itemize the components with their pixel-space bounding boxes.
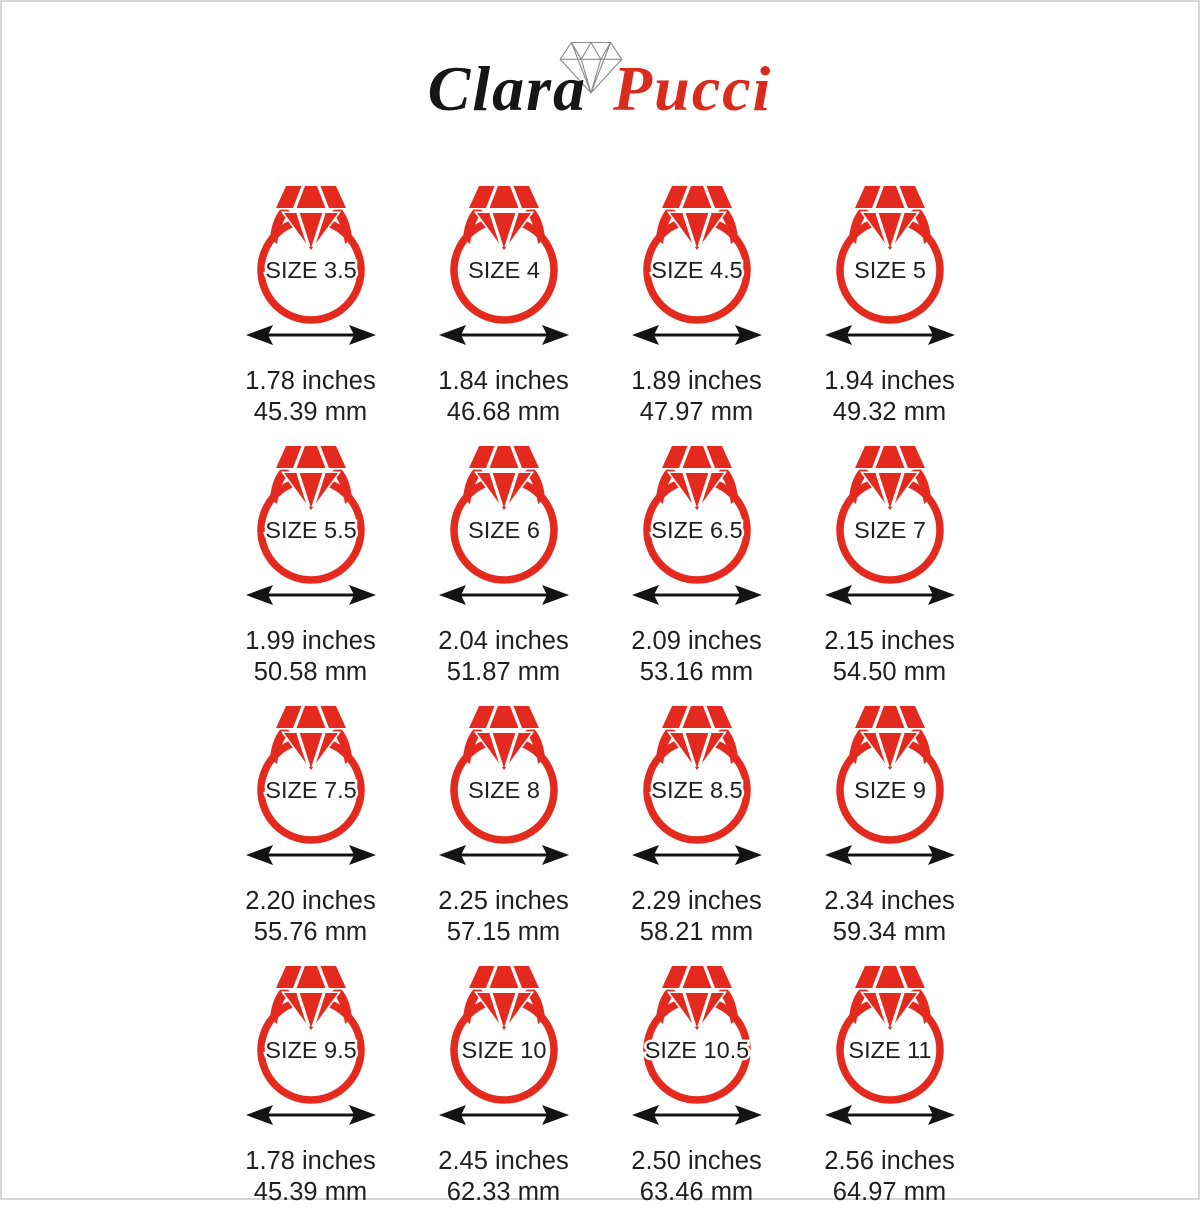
diamond-ring-icon [622,962,772,1106]
diamond-ring-icon [622,442,772,586]
ring-size-cell-10 [407,962,600,1222]
ring-size-label: SIZE 7.5 [264,777,357,803]
diamond-ring-icon [236,182,386,326]
mm-value: 46.68 mm [446,398,561,426]
diamond-ring-icon [815,182,965,326]
measurements [631,1146,761,1208]
measurements [631,366,761,428]
measurements [824,1146,954,1208]
ring-size-cell-5-5 [214,442,407,702]
double-headed-arrow-icon [438,1101,570,1129]
ring-size-grid [214,182,986,1222]
mm-value: 58.21 mm [639,918,754,946]
double-headed-arrow-icon [824,841,956,869]
inches-value: 1.78 inches [245,1147,376,1175]
mm-value: 57.15 mm [446,918,561,946]
ring-size-label: SIZE 10.5 [644,1037,749,1063]
ring-size-cell-8 [407,702,600,962]
ring-size-label: SIZE 7 [853,517,926,543]
double-headed-arrow-icon [438,581,570,609]
measurements [824,366,954,428]
ring-size-label: SIZE 8 [467,777,540,803]
inches-value: 2.34 inches [824,887,955,915]
inches-value: 2.45 inches [438,1147,569,1175]
measurements [631,626,761,688]
diamond-ring-icon [429,702,579,846]
ring-size-cell-11 [793,962,986,1222]
diamond-ring-icon [236,962,386,1106]
double-headed-arrow-icon [438,321,570,349]
ring-size-label: SIZE 6 [467,517,540,543]
mm-value: 63.46 mm [639,1178,754,1206]
inches-value: 2.15 inches [824,627,955,655]
double-headed-arrow-icon [245,841,377,869]
mm-value: 49.32 mm [832,398,947,426]
ring-size-label: SIZE 11 [847,1037,932,1063]
brand-name-pucci: Pucci [613,53,773,124]
measurements [438,1146,568,1208]
double-headed-arrow-icon [824,1101,956,1129]
ring-size-cell-6-5 [600,442,793,702]
mm-value: 55.76 mm [253,918,368,946]
diamond-ring-icon [815,702,965,846]
double-headed-arrow-icon [631,841,763,869]
diamond-ring-icon [622,702,772,846]
double-headed-arrow-icon [245,581,377,609]
inches-value: 1.89 inches [631,367,762,395]
ring-size-cell-4-5 [600,182,793,442]
diamond-ring-icon [815,442,965,586]
diamond-ring-icon [429,182,579,326]
inches-value: 2.09 inches [631,627,762,655]
measurements [245,626,375,688]
diamond-ring-icon [429,962,579,1106]
inches-value: 2.50 inches [631,1147,762,1175]
measurements [824,626,954,688]
ring-size-label: SIZE 6.5 [650,517,743,543]
inches-value: 2.25 inches [438,887,569,915]
measurements [245,1146,375,1208]
ring-size-label: SIZE 5 [853,257,926,283]
double-headed-arrow-icon [631,321,763,349]
double-headed-arrow-icon [824,321,956,349]
ring-size-cell-7 [793,442,986,702]
double-headed-arrow-icon [438,841,570,869]
inches-value: 2.04 inches [438,627,569,655]
ring-size-cell-6 [407,442,600,702]
double-headed-arrow-icon [245,1101,377,1129]
ring-size-label: SIZE 3.5 [264,257,357,283]
inches-value: 1.78 inches [245,367,376,395]
ring-size-label: SIZE 9 [853,777,926,803]
diamond-ring-icon [622,182,772,326]
diamond-ring-icon [236,442,386,586]
ring-size-cell-9 [793,702,986,962]
ring-size-label: SIZE 8.5 [650,777,743,803]
brand-logo [0,0,1200,182]
measurements [438,626,568,688]
ring-size-cell-7-5 [214,702,407,962]
double-headed-arrow-icon [631,1101,763,1129]
mm-value: 45.39 mm [253,398,368,426]
ring-size-cell-5 [793,182,986,442]
mm-value: 53.16 mm [639,658,754,686]
mm-value: 54.50 mm [832,658,947,686]
ring-size-cell-10-5 [600,962,793,1222]
brand-name-clara: Clara [427,53,588,124]
diamond-ring-icon [429,442,579,586]
brand-wordmark [0,44,1200,134]
diamond-ring-icon [236,702,386,846]
ring-size-label: SIZE 4 [467,257,540,283]
diamond-ring-icon [815,962,965,1106]
mm-value: 51.87 mm [446,658,561,686]
mm-value: 64.97 mm [832,1178,947,1206]
ring-size-cell-9-5 [214,962,407,1222]
measurements [438,366,568,428]
double-headed-arrow-icon [245,321,377,349]
mm-value: 47.97 mm [639,398,754,426]
inches-value: 2.29 inches [631,887,762,915]
mm-value: 62.33 mm [446,1178,561,1206]
measurements [631,886,761,948]
measurements [245,366,375,428]
measurements [824,886,954,948]
ring-size-label: SIZE 5.5 [264,517,357,543]
inches-value: 2.20 inches [245,887,376,915]
ring-size-cell-3-5 [214,182,407,442]
measurements [245,886,375,948]
inches-value: 1.94 inches [824,367,955,395]
double-headed-arrow-icon [824,581,956,609]
inches-value: 1.99 inches [245,627,376,655]
mm-value: 50.58 mm [253,658,368,686]
double-headed-arrow-icon [631,581,763,609]
ring-size-label: SIZE 4.5 [650,257,743,283]
inches-value: 1.84 inches [438,367,569,395]
ring-size-label: SIZE 10 [461,1037,546,1063]
ring-size-cell-4 [407,182,600,442]
ring-size-cell-8-5 [600,702,793,962]
ring-size-label: SIZE 9.5 [264,1037,357,1063]
inches-value: 2.56 inches [824,1147,955,1175]
measurements [438,886,568,948]
mm-value: 45.39 mm [253,1178,368,1206]
mm-value: 59.34 mm [832,918,947,946]
